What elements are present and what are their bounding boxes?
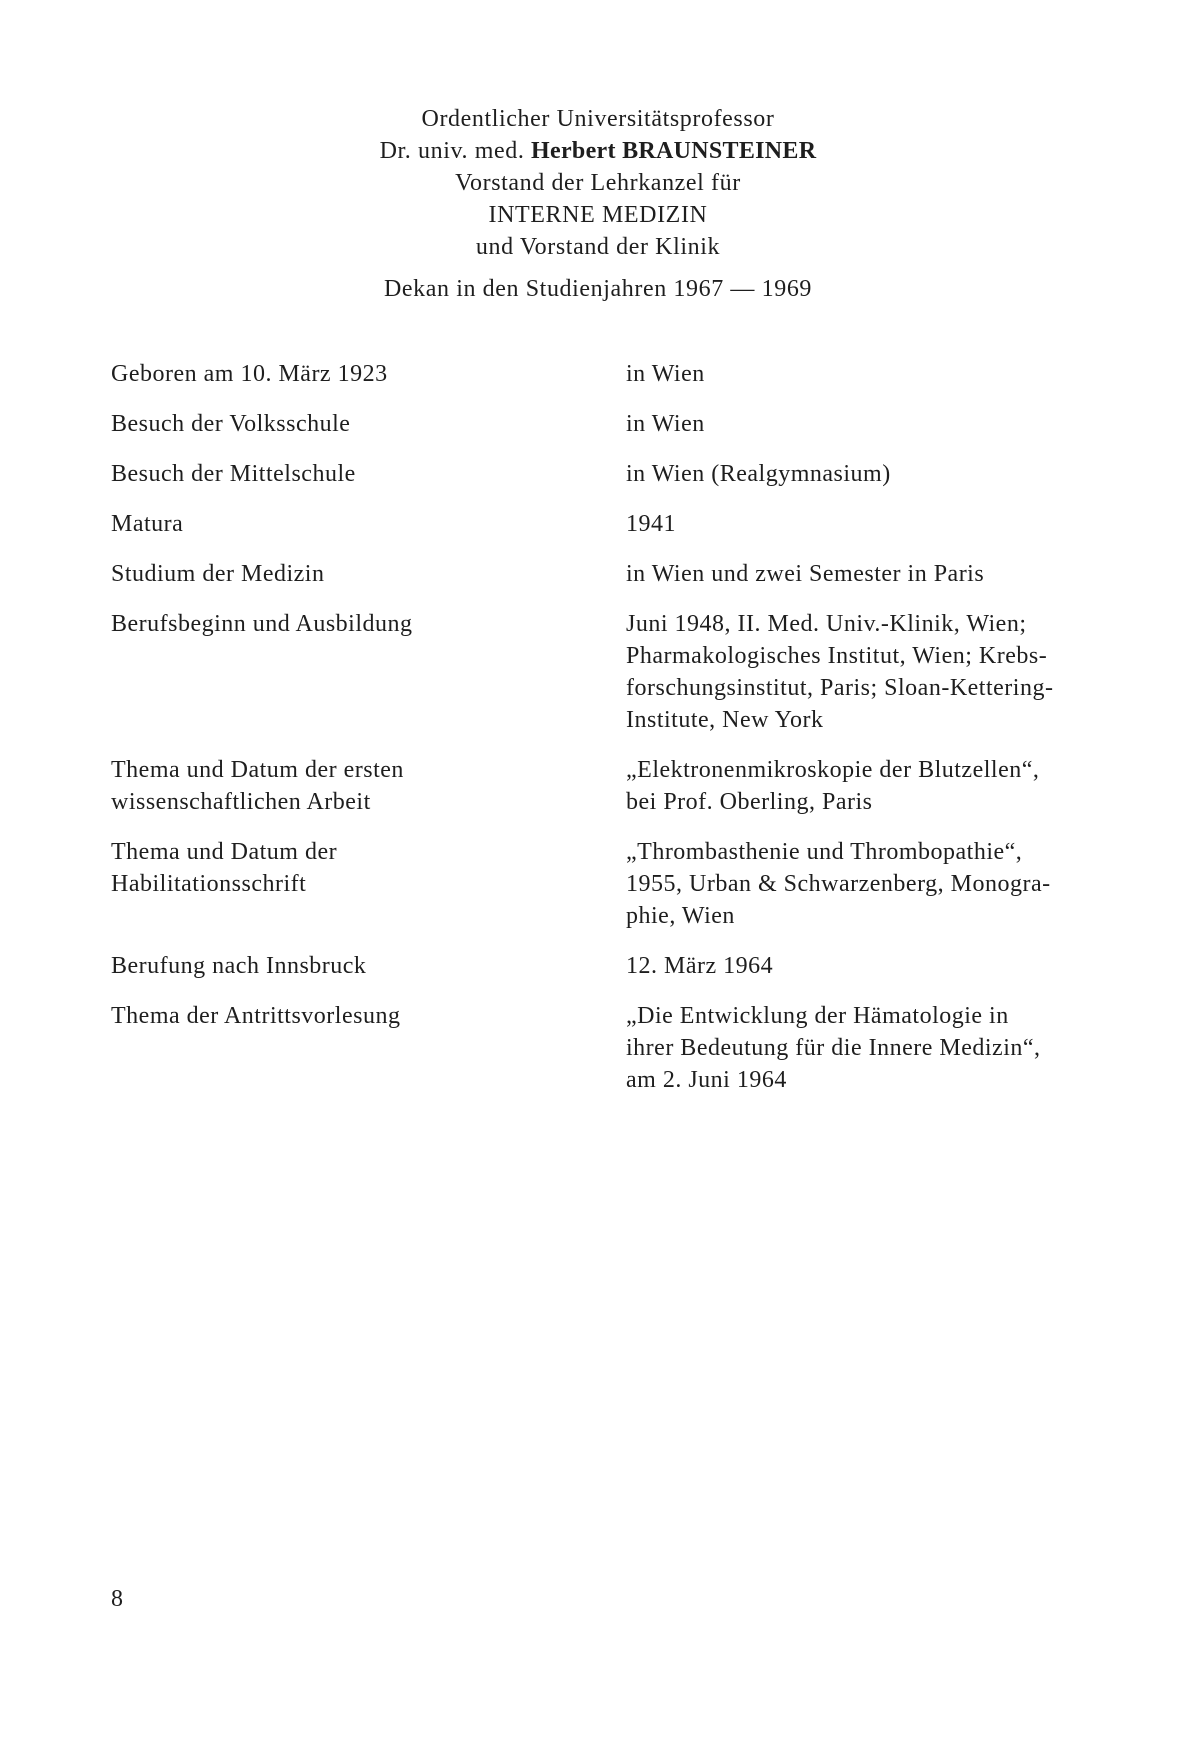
cv-row-label	[111, 558, 626, 590]
cv-row-label	[111, 754, 626, 818]
cv-row-label	[111, 358, 626, 390]
cv-row-label	[111, 836, 626, 932]
cv-row-value	[626, 608, 1106, 736]
cv-label-line: Besuch der Volksschule	[111, 411, 351, 437]
cv-row	[111, 836, 1111, 932]
cv-row-label	[111, 408, 626, 440]
cv-value-line: in Wien	[626, 411, 705, 437]
cv-row-value	[626, 358, 1106, 390]
cv-value-line: in Wien (Realgymnasium)	[626, 461, 891, 487]
cv-value-line: 12. März 1964	[626, 953, 774, 979]
cv-row-value	[626, 1000, 1106, 1096]
cv-row-value	[626, 754, 1106, 818]
cv-value-line: 1941	[626, 511, 676, 537]
cv-value-line: am 2. Juni 1964	[626, 1067, 787, 1093]
cv-value-line: „Die Entwicklung der Hämatologie in	[626, 1003, 1009, 1029]
cv-row-label	[111, 508, 626, 540]
cv-row-value	[626, 836, 1106, 932]
cv-label-line: Thema und Datum der ersten	[111, 757, 404, 783]
cv-row	[111, 458, 1111, 490]
cv-row	[111, 358, 1111, 390]
cv-value-line: bei Prof. Oberling, Paris	[626, 789, 873, 815]
cv-label-line: Besuch der Mittelschule	[111, 461, 356, 487]
title-name-line	[0, 135, 1196, 167]
title-position: Vorstand der Lehrkanzel für	[455, 170, 741, 196]
cv-label-line: Berufung nach Innsbruck	[111, 953, 367, 979]
title-department: INTERNE MEDIZIN	[488, 202, 708, 228]
title-degree: Dr. univ. med.	[379, 138, 532, 164]
cv-label-line: Geboren am 10. März 1923	[111, 361, 388, 387]
cv-value-line: 1955, Urban & Schwarzenberg, Monogra-	[626, 871, 1051, 897]
cv-row-value	[626, 558, 1106, 590]
cv-row	[111, 1000, 1111, 1096]
cv-row-value	[626, 950, 1106, 982]
cv-value-line: in Wien und zwei Semester in Paris	[626, 561, 985, 587]
cv-label-line: Berufsbeginn und Ausbildung	[111, 611, 413, 637]
cv-value-line: phie, Wien	[626, 903, 735, 929]
cv-value-line: Institute, New York	[626, 707, 824, 733]
page-number: 8	[111, 1586, 123, 1612]
cv-label-line: Studium der Medizin	[111, 561, 325, 587]
cv-row-label	[111, 1000, 626, 1096]
cv-row-label	[111, 458, 626, 490]
cv-row	[111, 754, 1111, 818]
cv-value-line: „Thrombasthenie und Thrombopathie“,	[626, 839, 1023, 865]
cv-table	[111, 358, 1111, 1114]
cv-row-label	[111, 950, 626, 982]
cv-label-line: Thema und Datum der	[111, 839, 338, 865]
title-clinic: und Vorstand der Klinik	[475, 234, 721, 260]
cv-row-label	[111, 608, 626, 736]
title-rank: Ordentlicher Universitätsprofessor	[421, 106, 775, 132]
cv-row	[111, 608, 1111, 736]
cv-row	[111, 950, 1111, 982]
cv-row-value	[626, 508, 1106, 540]
cv-value-line: forschungsinstitut, Paris; Sloan-Kettering-	[626, 675, 1054, 701]
cv-row	[111, 508, 1111, 540]
cv-label-line: Thema der Antrittsvorlesung	[111, 1003, 401, 1029]
title-block	[0, 103, 1196, 305]
cv-label-line: Matura	[111, 511, 184, 537]
cv-label-line: Habilitationsschrift	[111, 871, 307, 897]
cv-value-line: in Wien	[626, 361, 705, 387]
title-dean-years: Dekan in den Studienjahren 1967 — 1969	[383, 276, 813, 302]
title-person-name: Herbert BRAUNSTEINER	[531, 138, 817, 164]
cv-row-value	[626, 458, 1106, 490]
cv-row	[111, 408, 1111, 440]
cv-label-line: wissenschaftlichen Arbeit	[111, 789, 371, 815]
cv-value-line: Juni 1948, II. Med. Univ.-Klinik, Wien;	[626, 611, 1027, 637]
cv-row-value	[626, 408, 1106, 440]
cv-value-line: „Elektronenmikroskopie der Blutzellen“,	[626, 757, 1040, 783]
cv-value-line: ihrer Bedeutung für die Innere Medizin“,	[626, 1035, 1041, 1061]
cv-value-line: Pharmakologisches Institut, Wien; Krebs-	[626, 643, 1048, 669]
cv-row	[111, 558, 1111, 590]
